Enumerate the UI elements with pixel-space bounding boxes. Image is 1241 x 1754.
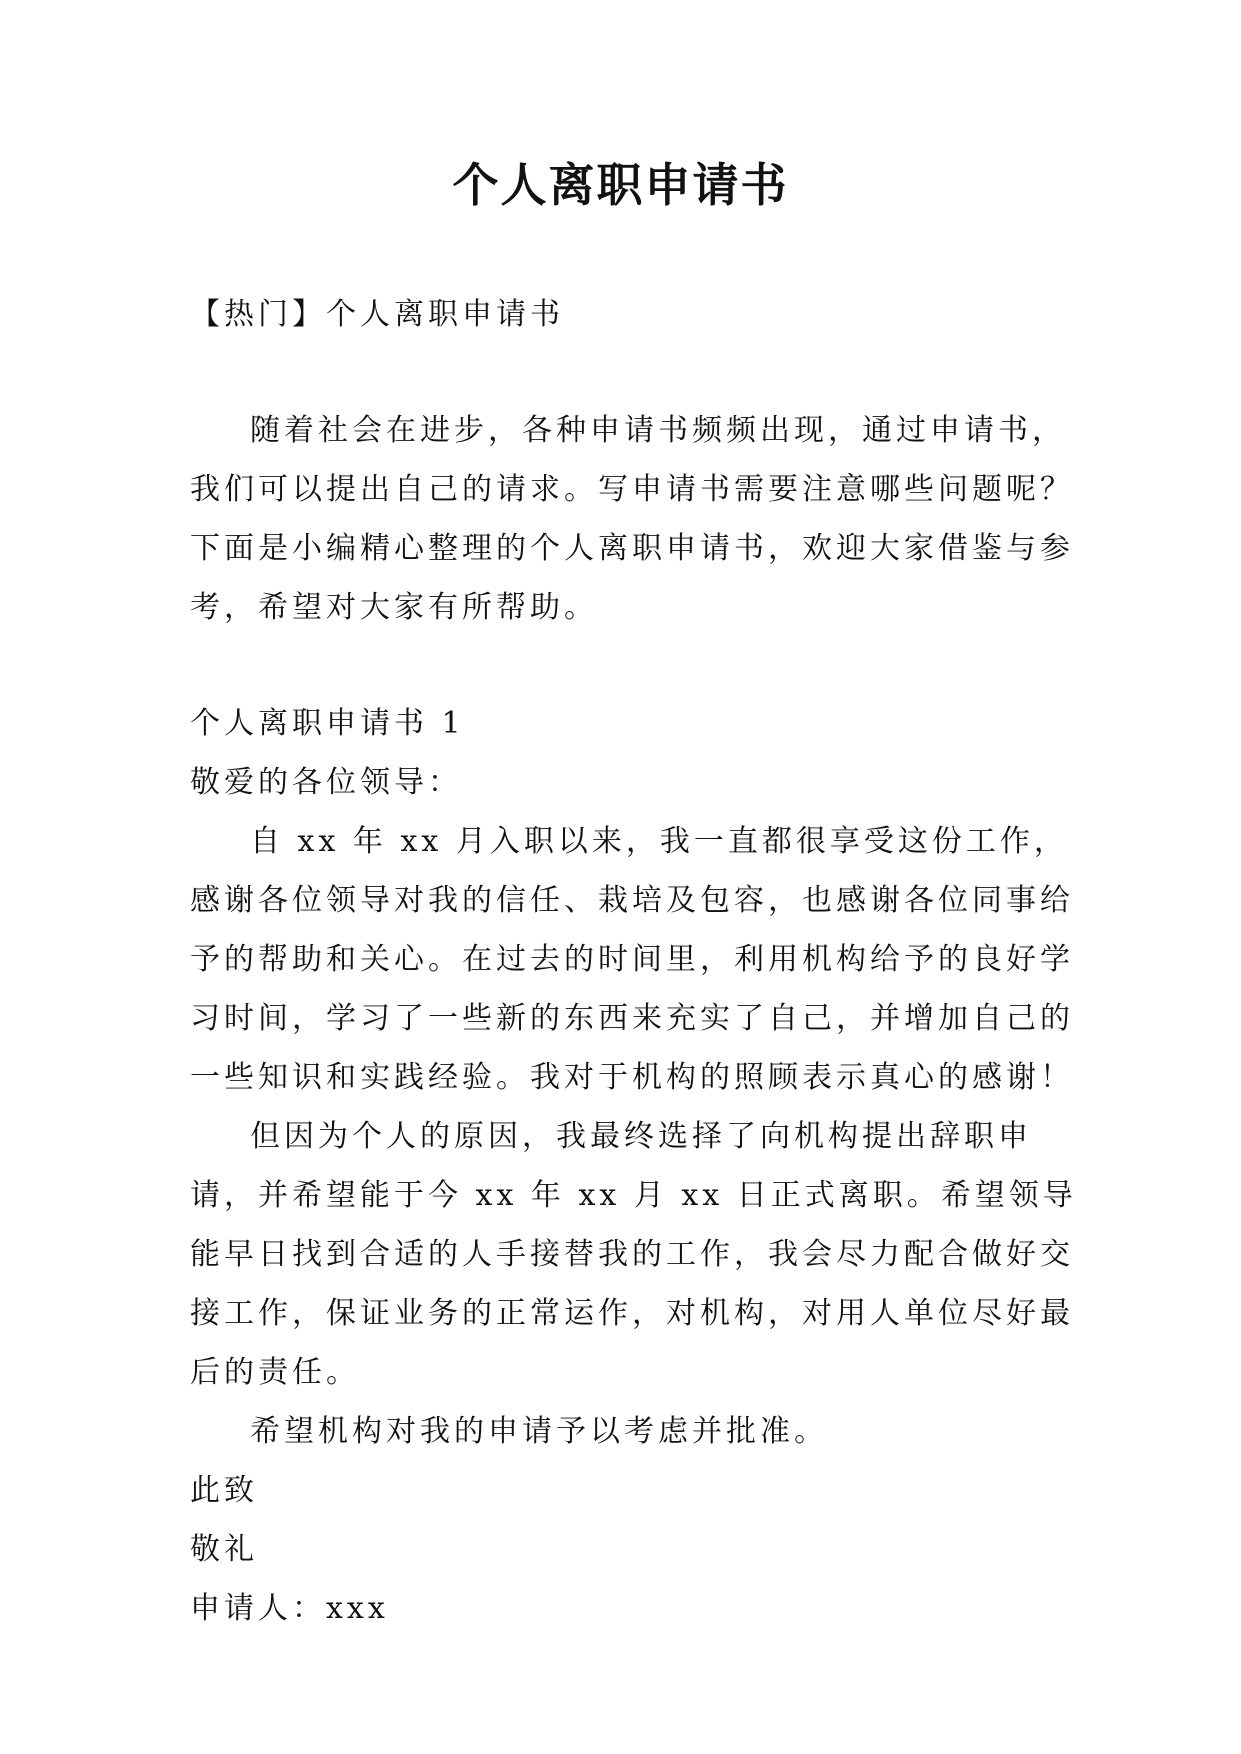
body-paragraph-3: 希望机构对我的申请予以考虑并批准。 (250, 1414, 828, 1449)
body-paragraph-2: 但因为个人的原因，我最终选择了向机构提出辞职申请，并希望能于今 xx 年 xx 月 xx 日正式离职。希望领导能早日找到合适的人手接替我的工作，我会尽力配合做好交接工作，保证业务的正常运作，对机构，对用人单位尽好最后的责任。 (190, 1119, 1077, 1390)
document-title: 个人离职申请书 (452, 158, 789, 212)
document-subtitle: 【热门】个人离职申请书 (190, 297, 564, 332)
letter-heading: 个人离职申请书 1 (190, 706, 465, 741)
closing-line-1: 此致 (190, 1473, 258, 1508)
intro-paragraph: 随着社会在进步，各种申请书频频出现，通过申请书，我们可以提出自己的请求。写申请书需要注意哪些问题呢？下面是小编精心整理的个人离职申请书，欢迎大家借鉴与参考，希望对大家有所帮助。 (190, 413, 1074, 625)
closing-line-2: 敬礼 (190, 1532, 258, 1567)
body-paragraph-1: 自 xx 年 xx 月入职以来，我一直都很享受这份工作，感谢各位领导对我的信任、栽培及包容，也感谢各位同事给予的帮助和关心。在过去的时间里，利用机构给予的良好学习时间，学习了一些新的东西来充实了自己，并增加自己的一些知识和实践经验。我对于机构的照顾表示真心的感谢！ (190, 824, 1074, 1095)
salutation: 敬爱的各位领导： (190, 765, 462, 800)
document-body (190, 285, 1080, 1638)
signature: 申请人：xxx (190, 1591, 389, 1626)
